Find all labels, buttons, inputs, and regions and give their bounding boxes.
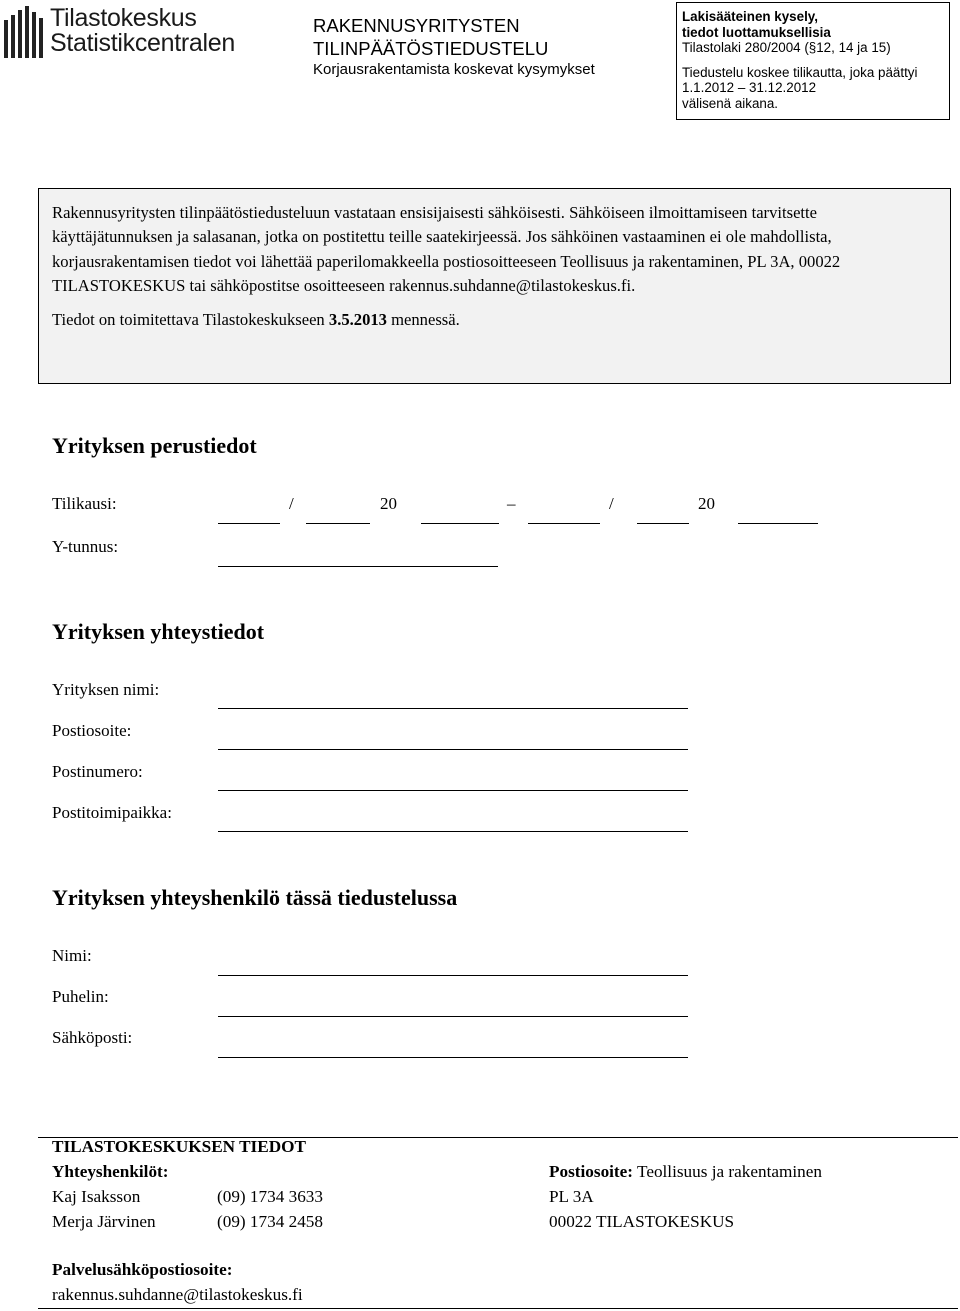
period-line3: välisenä aikana.: [682, 95, 779, 111]
form-title-line1: RAKENNUSYRITYSTEN: [313, 15, 520, 36]
contact-1-phone: (09) 1734 3633: [217, 1187, 323, 1206]
logo-name-sv: Statistikcentralen: [50, 29, 235, 57]
contact-2-phone: (09) 1734 2458: [217, 1212, 323, 1231]
form-title-line2: TILINPÄÄTÖSTIEDUSTELU: [313, 38, 549, 59]
logo-mark-icon: [2, 6, 46, 60]
business-id-label: Y-tunnus:: [52, 537, 119, 556]
service-email-label: Palvelusähköpostiosoite:: [52, 1260, 233, 1279]
deadline-text: Tiedot on toimitettava Tilastokeskukseen 3.5.2013 mennessä.: [52, 310, 460, 330]
stat-address-line2: PL 3A: [549, 1187, 594, 1206]
postcode-label: Postinumero:: [52, 762, 143, 781]
stat-address-line3: 00022 TILASTOKESKUS: [549, 1212, 735, 1231]
contact-person-heading: Yrityksen yhteyshenkilö tässä tiedustelussa: [52, 885, 458, 910]
basic-info-heading: Yrityksen perustiedot: [52, 433, 257, 458]
contacts-label: Yhteyshenkilöt:: [52, 1162, 169, 1181]
fiscal-period-label: Tilikausi:: [52, 494, 117, 513]
company-name-field[interactable]: [218, 708, 688, 709]
fiscal-end-month-field[interactable]: [637, 523, 689, 524]
tilastokeskus-logo: [2, 4, 252, 62]
company-name-label: Yrityksen nimi:: [52, 680, 160, 699]
contact-info-heading: Yrityksen yhteystiedot: [52, 619, 265, 644]
postal-address-field[interactable]: [218, 749, 688, 750]
legal-line1: Lakisääteinen kysely,: [682, 9, 818, 24]
person-name-label: Nimi:: [52, 946, 92, 965]
period-line1: Tiedustelu koskee tilikautta, joka päättyi: [682, 64, 918, 80]
fiscal-start-month-field[interactable]: [306, 523, 370, 524]
stat-postal-address: Postiosoite: Teollisuus ja rakentaminen: [549, 1162, 822, 1181]
business-id-field[interactable]: [218, 566, 498, 567]
fiscal-start-year-field[interactable]: [421, 523, 499, 524]
email-field[interactable]: [218, 1057, 688, 1058]
contact-1-name: Kaj Isaksson: [52, 1187, 141, 1206]
person-name-field[interactable]: [218, 975, 688, 976]
instructions-box: [38, 188, 951, 384]
fiscal-end-day-field[interactable]: [528, 523, 600, 524]
phone-label: Puhelin:: [52, 987, 109, 1006]
post-office-label: Postitoimipaikka:: [52, 803, 172, 822]
stat-heading: TILASTOKESKUKSEN TIEDOT: [52, 1137, 306, 1156]
legal-line3: Tilastolaki 280/2004 (§12, 14 ja 15): [682, 40, 891, 55]
fiscal-slash-1: /: [289, 494, 294, 513]
post-office-field[interactable]: [218, 831, 688, 832]
fiscal-dash: –: [507, 494, 516, 513]
fiscal-twenty-2: 20: [698, 494, 715, 513]
form-subtitle: Korjausrakentamista koskevat kysymykset: [313, 61, 595, 78]
statistics-finland-contacts: [38, 1137, 958, 1309]
email-label: Sähköposti:: [52, 1028, 133, 1047]
deadline-date: 3.5.2013: [328, 310, 387, 330]
fiscal-end-year-field[interactable]: [738, 523, 818, 524]
logo-name-fi: Tilastokeskus: [50, 4, 197, 32]
legal-line2: tiedot luottamuksellisia: [682, 24, 831, 40]
legal-notice-box: [676, 2, 950, 120]
fiscal-start-day-field[interactable]: [218, 523, 280, 524]
service-email[interactable]: rakennus.suhdanne@tilastokeskus.fi: [52, 1285, 303, 1304]
contact-2-name: Merja Järvinen: [52, 1212, 156, 1231]
fiscal-twenty-1: 20: [380, 494, 397, 513]
instructions-text: Rakennusyritysten tilinpäätöstiedusteluun vastataan ensisijaisesti sähköisesti. Sähköiseen ilmoittamiseen tarvitsette käyttäjätunnuksen ja salasanan, jotka on postitettu teille saatekirjeessä. Jos sähköinen vastaaminen ei ole mahdollista, korjausrakentamisen tiedot voi lähettää paperilomakkeella postiosoitteeseen Teollisuus ja rakentaminen, PL 3A, 00022 TILASTOKESKUS tai sähköpostitse osoitteeseen rakennus.suhdanne@tilastokeskus.fi.: [52, 203, 841, 295]
postal-address-label: Postiosoite:: [52, 721, 132, 740]
period-line2: 1.1.2012 – 31.12.2012: [682, 80, 817, 95]
form-title-block: [313, 14, 595, 79]
phone-field[interactable]: [218, 1016, 688, 1017]
fiscal-slash-2: /: [609, 494, 614, 513]
postcode-field[interactable]: [218, 790, 688, 791]
